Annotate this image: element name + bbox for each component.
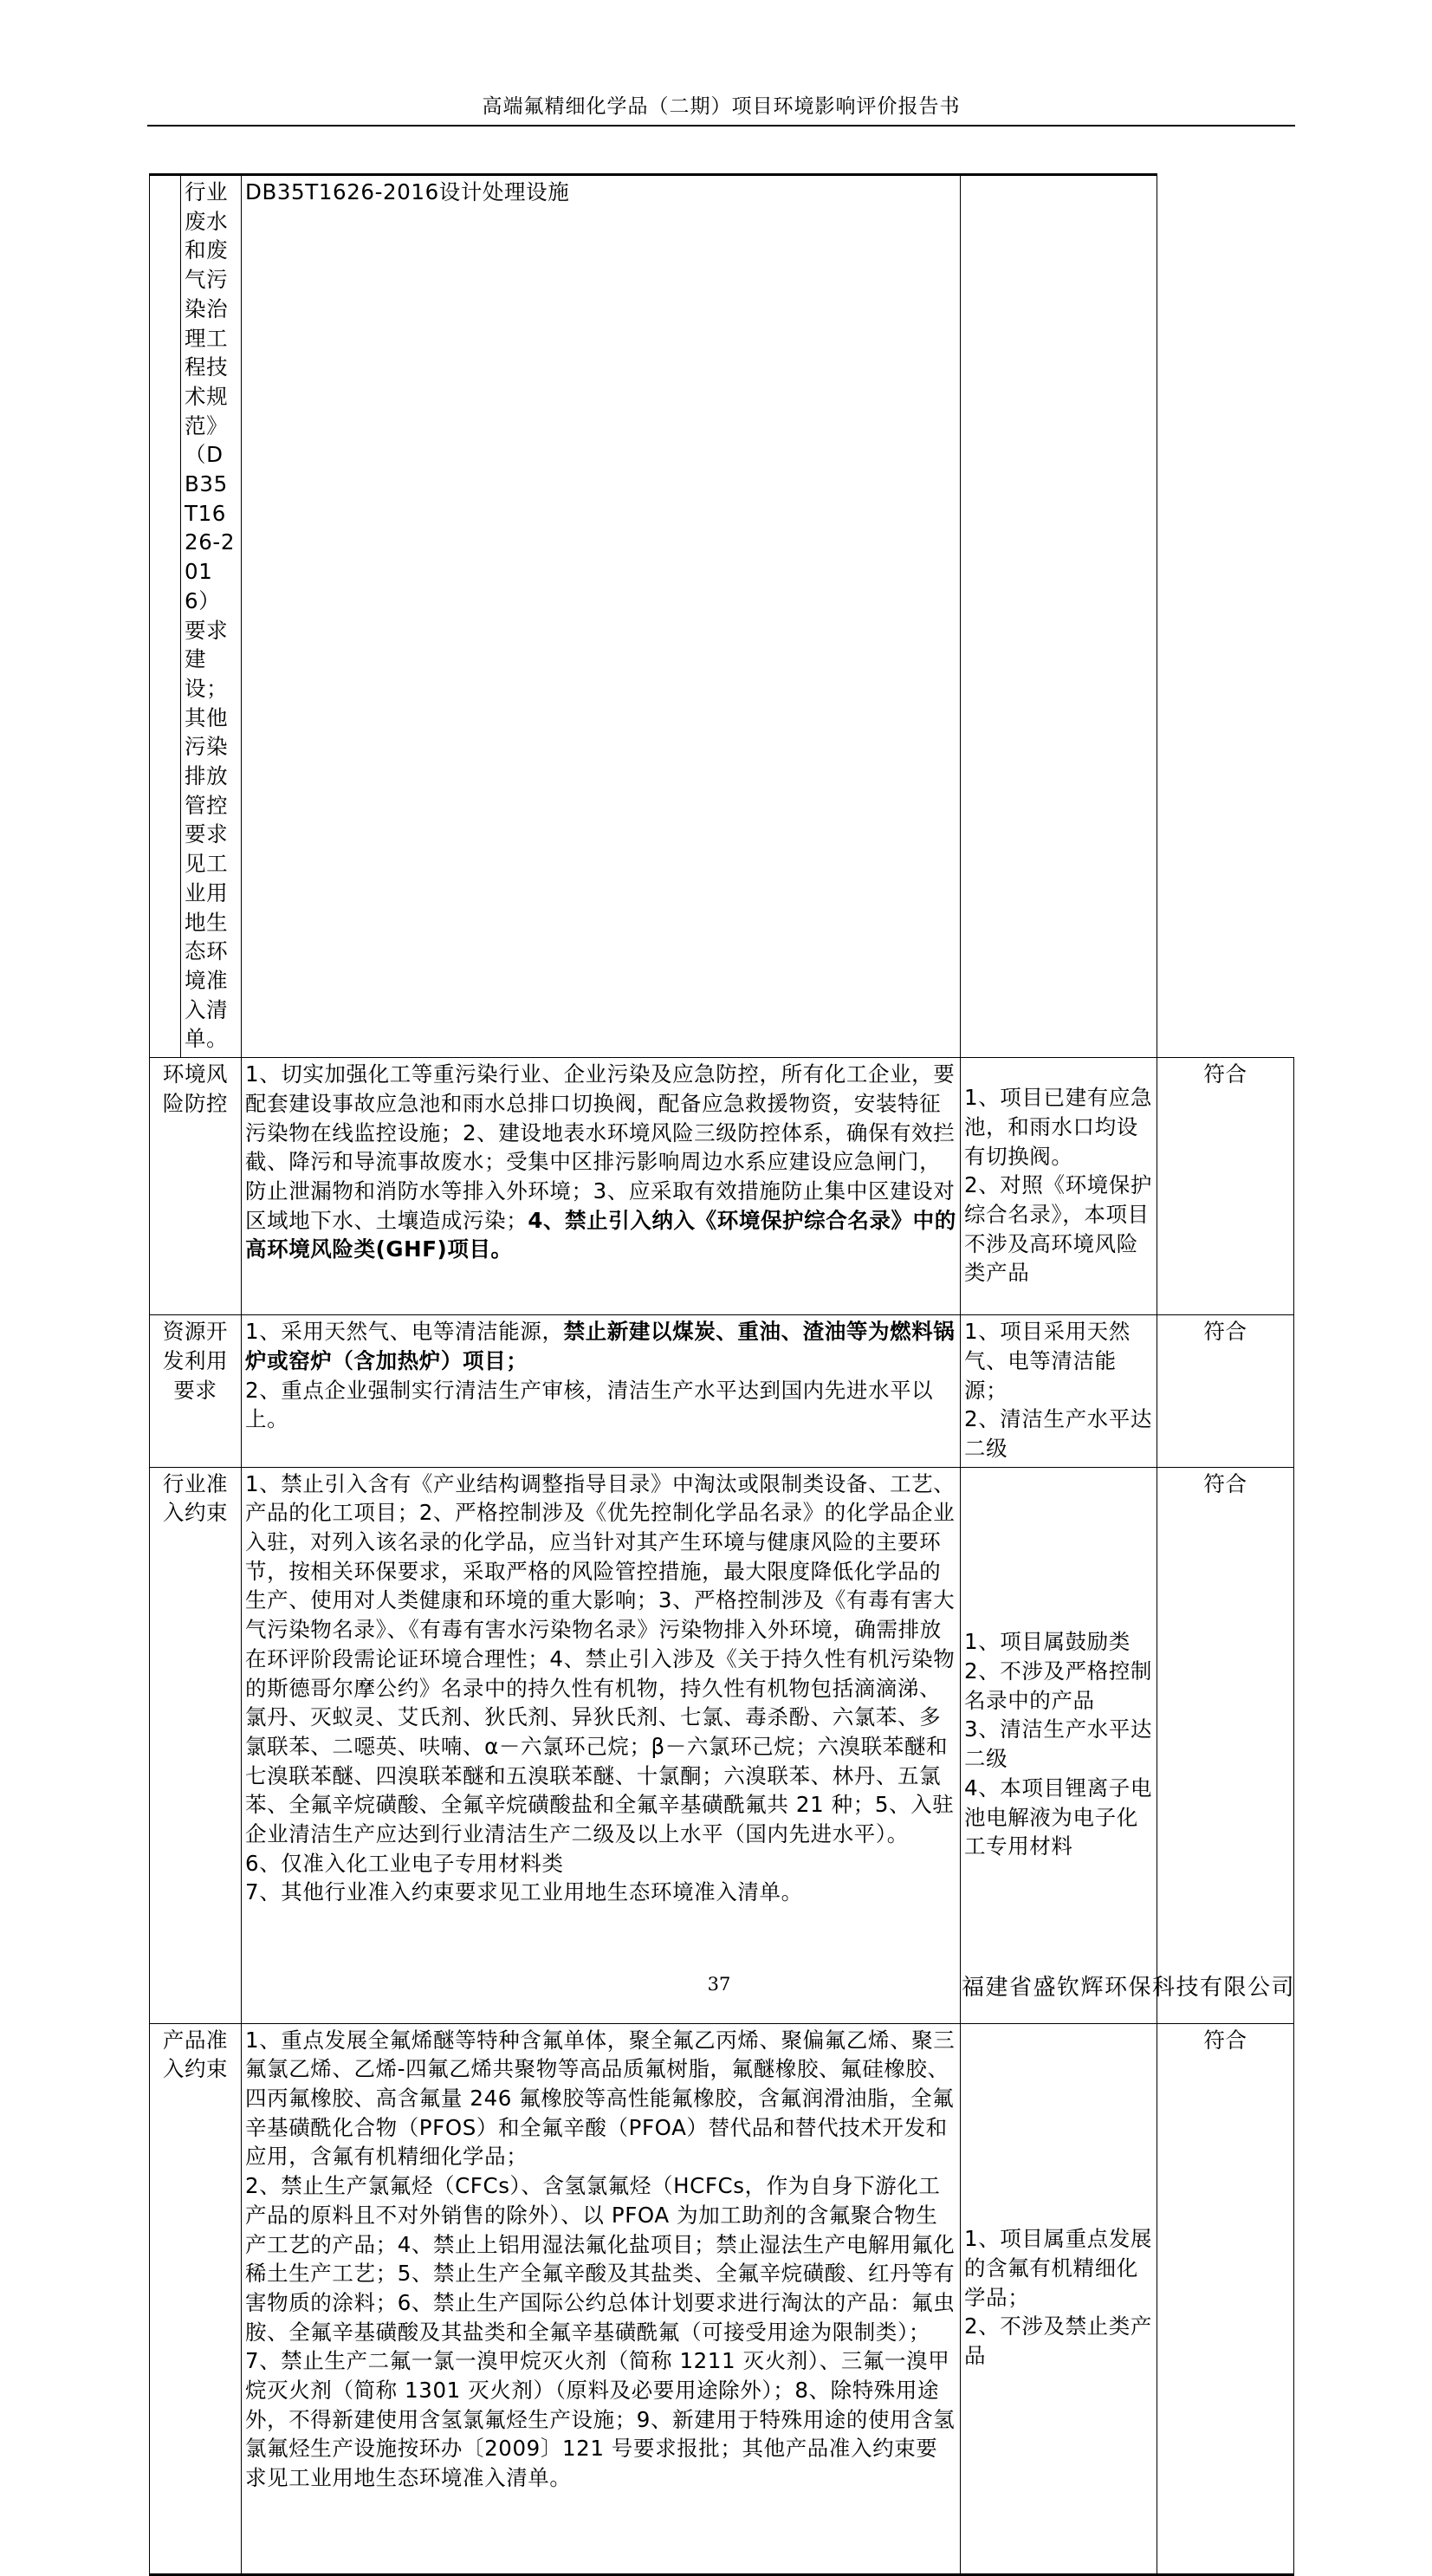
compliance-table	[149, 173, 1294, 2576]
category-cell: 资源开发利用要求	[150, 1315, 242, 1468]
verdict-cell: 符合	[1157, 1315, 1294, 1468]
requirement-line: 6、仅准入化工业电子专用材料类	[245, 1850, 564, 1876]
category-cell: 行业准入约束	[150, 1467, 242, 2023]
requirement-line: 行业废水和废气污染治理工程技术规范》（DB35T1626-2016）要求建设；	[185, 179, 236, 701]
assessment-line: 1、项目已建有应急池，和雨水口均设有切换阀。	[964, 1085, 1152, 1169]
requirement-line: 2、重点企业强制实行清洁生产审核，清洁生产水平达到国内先进水平以上。	[245, 1377, 934, 1432]
requirement-cell	[242, 2023, 961, 2574]
verdict-cell: 符合	[1157, 2023, 1294, 2574]
table-row	[150, 175, 1294, 1058]
table-row	[150, 1467, 1294, 2023]
table-row	[150, 1315, 1294, 1468]
assessment-line: 3、清洁生产水平达二级	[964, 1716, 1152, 1772]
assessment-cell	[242, 175, 961, 1058]
requirement-bold-text: 禁止新建以煤炭、重油、渣油等为燃料锅炉或窑炉（含加热炉）项目；	[245, 1319, 956, 1373]
company-name: 福建省盛钦辉环保科技有限公司	[961, 1975, 1295, 2001]
table-row	[150, 1058, 1294, 1315]
requirement-line: 1、重点发展全氟烯醚等特种含氟单体，聚全氟乙丙烯、聚偏氟乙烯、聚三氟氯乙烯、乙烯-四氟乙烯共聚物等高品质氟树脂，氟醚橡胶、氟硅橡胶、四丙氟橡胶、高含氟量 246 氟橡胶等高性能氟橡胶，含氟润滑油脂，全氟辛基磺酰化合物（PFOS）和全氟辛酸（PFOA）替代品和替代技术开发和应用，含氟有机精细化学品；	[245, 2027, 956, 2170]
verdict-cell	[961, 175, 1157, 1058]
assessment-cell	[961, 1315, 1157, 1468]
assessment-line: 2、不涉及严格控制名录中的产品	[964, 1658, 1152, 1713]
verdict-cell: 符合	[1157, 1058, 1294, 1315]
header-rule	[147, 125, 1295, 127]
assessment-line: 1、项目属鼓励类	[964, 1629, 1131, 1655]
assessment-line: DB35T1626-2016设计处理设施	[245, 179, 570, 204]
assessment-cell	[961, 2023, 1157, 2574]
page-number: 37	[707, 1974, 731, 1995]
requirement-line: 2、禁止生产氯氟烃（CFCs）、含氢氯氟烃（HCFCs，作为自身下游化工产品的原料且不对外销售的除外）、以 PFOA 为加工助剂的含氟聚合物生产工艺的产品；4、禁止上铝用湿法氟化盐项目；禁止湿法生产电解用氟化稀土生产工艺；5、禁止生产全氟辛酸及其盐类、全氟辛烷磺酸、红丹等有害物质的涂料；6、禁止生产国际公约总体计划要求进行淘汰的产品：氟虫胺、全氟辛基磺酸及其盐类和全氟辛基磺酰氟（可接受用途为限制类）；7、禁止生产二氟一氯一溴甲烷灭火剂（简称 1211 灭火剂）、三氟一溴甲烷灭火剂（简称 1301 灭火剂）（原料及必要用途除外）；8、除特殊用途外，不得新建使用含氢氯氟烃生产设施；9、新建用于特殊用途的使用含氢氯氟烃生产设施按环办〔2009〕121 号要求报批；其他产品准入约束要求见工业用地生态环境准入清单。	[245, 2173, 956, 2491]
assessment-line: 4、本项目锂离子电池电解液为电子化工专用材料	[964, 1775, 1152, 1859]
requirement-cell	[242, 1315, 961, 1468]
requirement-text: 1、切实加强化工等重污染行业、企业污染及应急防控，所有化工企业，要配套建设事故应急池和雨水总排口切换阀，配备应急救援物资，安装特征污染物在线监控设施；2、建设地表水环境风险三级防控体系，确保有效拦截、降污和导流事故废水；受集中区排污影响周边水系应建设应急闸门，防止泄漏物和消防水等排入外环境；3、应采取有效措施防止集中区建设对区域地下水、土壤造成污染；	[245, 1061, 956, 1233]
assessment-line: 2、清洁生产水平达二级	[964, 1406, 1152, 1461]
category-cell: 产品准入约束	[150, 2023, 242, 2574]
assessment-line: 1、项目属重点发展的含氟有机精细化学品；	[964, 2226, 1152, 2310]
assessment-line: 1、项目采用天然气、电等清洁能源；	[964, 1319, 1131, 1403]
assessment-line: 2、不涉及禁止类产品	[964, 2313, 1152, 2369]
requirement-cell	[181, 175, 242, 1058]
requirement-line: 7、其他行业准入约束要求见工业用地生态环境准入清单。	[245, 1879, 803, 1905]
category-cell: 环境风险防控	[150, 1058, 242, 1315]
requirement-cell	[242, 1467, 961, 2023]
assessment-line: 2、对照《环境保护综合名录》，本项目不涉及高环境风险类产品	[964, 1172, 1152, 1286]
requirement-text: 1、采用天然气、电等清洁能源，	[245, 1319, 564, 1345]
category-cell	[150, 175, 181, 1058]
requirement-line: 其他污染排放管控要求见工业用地生态环境准入清单。	[185, 704, 229, 1052]
page-header: 高端氟精细化学品（二期）项目环境影响评价报告书	[482, 95, 961, 118]
verdict-cell: 符合	[1157, 1467, 1294, 2023]
table-row	[150, 2023, 1294, 2574]
requirement-line: 1、禁止引入含有《产业结构调整指导目录》中淘汰或限制类设备、工艺、产品的化工项目；2、严格控制涉及《优先控制化学品名录》的化学品企业入驻，对列入该名录的化学品，应当针对其产生环境与健康风险的主要环节，按相关环保要求，采取严格的风险管控措施，最大限度降低化学品的生产、使用对人类健康和环境的重大影响；3、严格控制涉及《有毒有害大气污染物名录》、《有毒有害水污染物名录》污染物排入外环境，确需排放在环评阶段需论证环境合理性；4、禁止引入涉及《关于持久性有机污染物的斯德哥尔摩公约》名录中的持久性有机物，持久性有机物包括滴滴涕、氯丹、灭蚁灵、艾氏剂、狄氏剂、异狄氏剂、七氯、毒杀酚、六氯苯、多氯联苯、二噁英、呋喃、α－六氯环己烷；β－六氯环己烷；六溴联苯醚和七溴联苯醚、四溴联苯醚和五溴联苯醚、十氯酮；六溴联苯、林丹、五氯苯、全氟辛烷磺酸、全氟辛烷磺酸盐和全氟辛基磺酰氟共 21 种；5、入驻企业清洁生产应达到行业清洁生产二级及以上水平（国内先进水平）。	[245, 1470, 956, 1847]
requirement-cell	[242, 1058, 961, 1315]
assessment-cell	[961, 1467, 1157, 2023]
requirement-bold-text: 4、禁止引入纳入《环境保护综合名录》中的高环境风险类(GHF)项目。	[245, 1207, 956, 1262]
assessment-cell	[961, 1058, 1157, 1315]
